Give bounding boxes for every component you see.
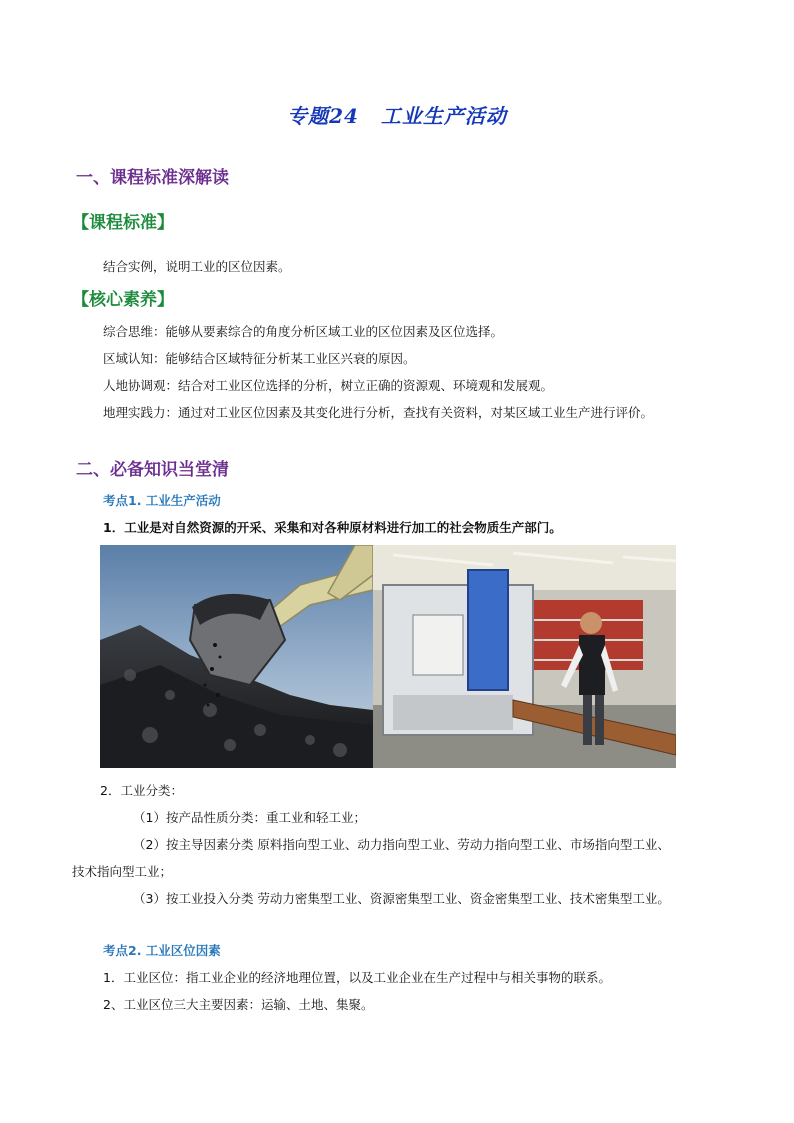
literacy-label: 【核心素养】 [72, 290, 174, 310]
wood-factory-worker-photo [373, 545, 676, 768]
classification-3: （3）按工业投入分类 劳动力密集型工业、资源密集型工业、资金密集型工业、技术密集型工业。 [133, 891, 670, 906]
classification-2-cont: 技术指向型工业； [72, 864, 173, 879]
standard-text: 结合实例，说明工业的区位因素。 [103, 259, 291, 274]
literacy-item: 区域认知：能够结合区域特征分析某工业区兴衰的原因。 [103, 351, 416, 366]
kp1-item1: 1．工业是对自然资源的开采、采集和对各种原材料进行加工的社会物质生产部门。 [103, 520, 562, 535]
kp2-title: 考点2. 工业区位因素 [103, 943, 221, 958]
coal-excavator-photo [100, 545, 373, 768]
kp2-item2: 2、工业区位三大主要因素：运输、土地、集聚。 [103, 997, 374, 1012]
title-number: 专题24 [287, 104, 359, 128]
classification-2: （2）按主导因素分类 原料指向型工业、动力指向型工业、劳动力指向型工业、市场指向型工业、 [133, 837, 670, 852]
literacy-item: 综合思维：能够从要素综合的角度分析区域工业的区位因素及区位选择。 [103, 324, 504, 339]
kp1-title: 考点1. 工业生产活动 [103, 493, 221, 508]
standard-label: 【课程标准】 [72, 213, 174, 233]
kp2-item1: 1．工业区位：指工业企业的经济地理位置，以及工业企业在生产过程中与相关事物的联系。 [103, 970, 611, 985]
wood-factory-illustration [373, 545, 676, 768]
classification-1: （1）按产品性质分类：重工业和轻工业； [133, 810, 366, 825]
section1-heading: 一、课程标准深解读 [76, 168, 229, 188]
literacy-item: 地理实践力：通过对工业区位因素及其变化进行分析，查找有关资料，对某区域工业生产进行评价。 [103, 405, 654, 420]
section2-heading: 二、必备知识当堂清 [76, 460, 229, 480]
kp1-item2: 2．工业分类： [100, 783, 183, 798]
page-title [0, 100, 794, 129]
coal-excavator-illustration [100, 545, 373, 768]
title-text: 工业生产活动 [380, 104, 507, 128]
literacy-item: 人地协调观：结合对工业区位选择的分析，树立正确的资源观、环境观和发展观。 [103, 378, 554, 393]
